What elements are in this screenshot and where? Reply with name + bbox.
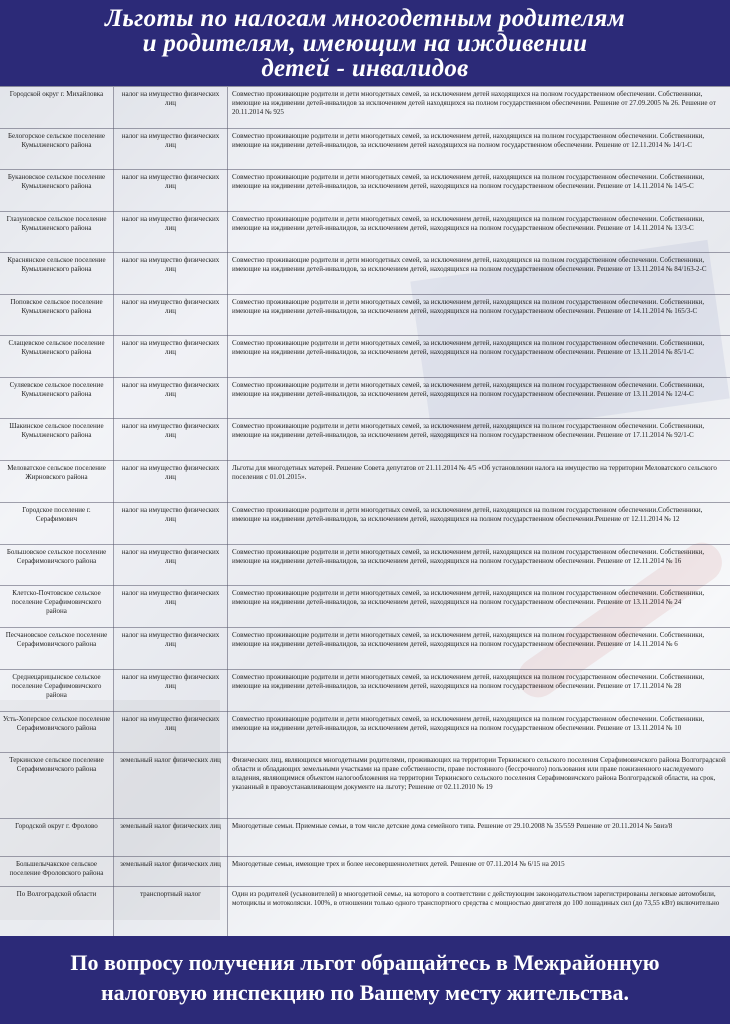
- area-cell: Краснянское сельское поселение Кумылженского района: [0, 253, 114, 295]
- description-cell: Один из родителей (усыновителей) в многодетной семье, на которого в соответствии с действующим законодательством зарегистрированы легковые автомобили, мотоциклы и мотоколяски. 100%, в отношении только одного транспортного средства с мощностью двигателя до 100 лошадиных сил (до 73,55 кВт) включительно: [228, 887, 730, 939]
- header-title-line-2: и родителям, имеющим на иждивении: [142, 30, 588, 57]
- table-row: [0, 418, 730, 461]
- tax-type-cell: земельный налог физических лиц: [114, 857, 228, 887]
- area-cell: Большелычакское сельское поселение Фроловского района: [0, 857, 114, 887]
- description-cell: Совместно проживающие родители и дети многодетных семей, за исключением детей, находящихся на полном государственном обеспечении. Собственники, имеющие на иждивении детей-инвалидов, за исключением детей, находящихся на полном государственном обеспечении. Решение от 12.11.2014 № 16: [228, 545, 730, 586]
- description-cell: Совместно проживающие родители и дети многодетных семей, за исключением детей, находящихся на полном государственном обеспечении. Собственники, имеющие на иждивении детей-инвалидов, за исключением детей, находящихся на полном государственном обеспечении. Решение от 17.11.2014 № 92/1-С: [228, 419, 730, 461]
- description-cell: Совместно проживающие родители и дети многодетных семей, за исключением детей, находящихся на полном государственном обеспечении. Собственники, имеющие на иждивении детей-инвалидов, за исключением детей, находящихся на полном государственном обеспечении. Решение от 14.11.2014 № 165/3-С: [228, 295, 730, 336]
- tax-type-cell: налог на имущество физических лиц: [114, 378, 228, 419]
- description-cell: Совместно проживающие родители и дети многодетных семей, за исключением детей, находящихся на полном государственном обеспечении. Собственники, имеющие на иждивении детей-инвалидов, за исключением детей, находящихся на полном государственном обеспечении. Решение от 14.11.2014 № 13/3-С: [228, 212, 730, 253]
- area-cell: Букановское сельское поселение Кумылженского района: [0, 170, 114, 212]
- area-cell: Суляевское сельское поселение Кумылженского района: [0, 378, 114, 419]
- tax-type-cell: земельный налог физических лиц: [114, 753, 228, 819]
- table-row: [0, 128, 730, 170]
- tax-type-cell: транспортный налог: [114, 887, 228, 939]
- tax-type-cell: налог на имущество физических лиц: [114, 461, 228, 503]
- table-row: [0, 502, 730, 545]
- area-cell: Шакинское сельское поселение Кумылженского района: [0, 419, 114, 461]
- area-cell: Песчановское сельское поселение Серафимовичского района: [0, 628, 114, 670]
- table-row: [0, 585, 730, 628]
- area-cell: По Волгоградской области: [0, 887, 114, 939]
- table-row: [0, 335, 730, 378]
- area-cell: Городской округ г. Фролово: [0, 819, 114, 857]
- description-cell: Совместно проживающие родители и дети многодетных семей, за исключением детей, находящихся на полном государственном обеспечении. Собственники, имеющие на иждивении детей-инвалидов, за исключением детей, находящихся на полном государственном обеспечении. Решение от 13.11.2014 № 24: [228, 586, 730, 628]
- description-cell: Совместно проживающие родители и дети многодетных семей, за исключением детей, находящихся на полном государственном обеспечении. Собственники, имеющие на иждивении детей-инвалидов, за исключением детей, находящихся на полном государственном обеспечении. Решение от 13.11.2014 № 10: [228, 712, 730, 753]
- header-title-line-1: Льготы по налогам многодетным родителям: [104, 5, 626, 32]
- area-cell: Глазуновское сельское поселение Кумылженского района: [0, 212, 114, 253]
- tax-type-cell: налог на имущество физических лиц: [114, 336, 228, 378]
- description-cell: Льготы для многодетных матерей. Решение Совета депутатов от 21.11.2014 № 4/5 «Об установлении налога на имущество на территории Меловатского сельского поселения с 01.01.2015».: [228, 461, 730, 503]
- table-row: [0, 752, 730, 819]
- table-row: [0, 544, 730, 586]
- area-cell: Большовское сельское поселение Серафимовичского района: [0, 545, 114, 586]
- description-cell: Совместно проживающие родители и дети многодетных семей, за исключением детей, находящихся на полном государственном обеспечении. Собственники, имеющие на иждивении детей-инвалидов, за исключением детей, находящихся на полном государственном обеспечении. Решение от 13.11.2014 № 12/4-С: [228, 378, 730, 419]
- table-row: [0, 460, 730, 503]
- description-cell: Совместно проживающие родители и дети многодетных семей, за исключением детей, находящихся на полном государственном обеспечении. Собственники, имеющие на иждивении детей-инвалидов, за исключением детей находящихся на полном государственном обеспечении. Решение от 12.11.2014 № 14/1-С: [228, 129, 730, 170]
- tax-type-cell: налог на имущество физических лиц: [114, 545, 228, 586]
- description-cell: Совместно проживающие родители и дети многодетных семей, за исключением детей, находящихся на полном государственном обеспечении. Собственники, имеющие на иждивении детей-инвалидов, за исключением детей, находящихся на полном государственном обеспечении. Решение от 13.11.2014 № 84/163-2-С: [228, 253, 730, 295]
- header-title-line-3: детей - инвалидов: [261, 55, 469, 82]
- table-row: [0, 886, 730, 939]
- description-cell: Совместно проживающие родители и дети многодетных семей, за исключением детей, находящихся на полном государственном обеспечении. Собственники, имеющие на иждивении детей-инвалидов, за исключением детей, находящихся на полном государственном обеспечении. Решение от 13.11.2014 № 85/1-С: [228, 336, 730, 378]
- tax-type-cell: налог на имущество физических лиц: [114, 586, 228, 628]
- tax-type-cell: налог на имущество физических лиц: [114, 253, 228, 295]
- tax-type-cell: налог на имущество физических лиц: [114, 670, 228, 712]
- table-row: [0, 377, 730, 419]
- description-cell: Многодетные семьи. Приемные семьи, в том числе детские дома семейного типа. Решение от 29.10.2008 № 35/559 Решение от 20.11.2014 № 5виз/8: [228, 819, 730, 857]
- tax-type-cell: налог на имущество физических лиц: [114, 129, 228, 170]
- area-cell: Городское поселение г. Серафимович: [0, 503, 114, 545]
- tax-type-cell: налог на имущество физических лиц: [114, 419, 228, 461]
- table-row: [0, 294, 730, 336]
- area-cell: Городской округ г. Михайловка: [0, 87, 114, 129]
- tax-type-cell: налог на имущество физических лиц: [114, 170, 228, 212]
- table-row: [0, 211, 730, 253]
- table-row: [0, 669, 730, 712]
- tax-type-cell: налог на имущество физических лиц: [114, 628, 228, 670]
- tax-type-cell: налог на имущество физических лиц: [114, 212, 228, 253]
- area-cell: Белогорское сельское поселение Кумылженского района: [0, 129, 114, 170]
- table-row: [0, 86, 730, 129]
- footer-line-1: По вопросу получения льгот обращайтесь в Межрайонную: [70, 950, 660, 975]
- poster-header: [0, 0, 730, 86]
- table-row: [0, 818, 730, 857]
- table-row: [0, 856, 730, 887]
- tax-type-cell: налог на имущество физических лиц: [114, 712, 228, 753]
- tax-type-cell: земельный налог физических лиц: [114, 819, 228, 857]
- description-cell: Совместно проживающие родители и дети многодетных семей, за исключением детей находящихся на полном государственном обеспечении. Собственники, имеющие на иждивении детей-инвалидов за исключением детей находящихся на полном государственном обеспечении. Решение от 27.09.2005 № 26. Решение от 20.11.2014 № 925: [228, 87, 730, 129]
- description-cell: Многодетные семьи, имеющие трех и более несовершеннолетних детей. Решение от 07.11.2014 № 6/15 на 2015: [228, 857, 730, 887]
- area-cell: Поповское сельское поселение Кумылженского района: [0, 295, 114, 336]
- table-row: [0, 169, 730, 212]
- poster-footer: [0, 936, 730, 1024]
- description-cell: Совместно проживающие родители и дети многодетных семей, за исключением детей, находящихся на полном государственном обеспечении.Собственники, имеющие на иждивении детей-инвалидов, за исключением детей, находящихся на полном государственном обеспечении.Решение от 12.11.2014 № 12: [228, 503, 730, 545]
- table-row: [0, 711, 730, 753]
- description-cell: Совместно проживающие родители и дети многодетных семей, за исключением детей, находящихся на полном государственном обеспечении. Собственники, имеющие на иждивении детей-инвалидов, за исключением детей, находящихся на полном государственном обеспечении. Решение от 17.11.2014 № 28: [228, 670, 730, 712]
- area-cell: Усть-Хоперское сельское поселение Серафимовичского района: [0, 712, 114, 753]
- table-row: [0, 627, 730, 670]
- area-cell: Меловатское сельское поселение Жирновского района: [0, 461, 114, 503]
- area-cell: Среднецарицынское сельское поселение Серафимовичского района: [0, 670, 114, 712]
- area-cell: Клетско-Почтовское сельское поселение Серафимовичского района: [0, 586, 114, 628]
- tax-type-cell: налог на имущество физических лиц: [114, 295, 228, 336]
- area-cell: Теркинское сельское поселение Серафимовичского района: [0, 753, 114, 819]
- description-cell: Совместно проживающие родители и дети многодетных семей, за исключением детей, находящихся на полном государственном обеспечении. Собственники, имеющие на иждивении детей-инвалидов, за исключением детей, находящихся на полном государственном обеспечении. Решение от 14.11.2014 № 6: [228, 628, 730, 670]
- description-cell: Совместно проживающие родители и дети многодетных семей, за исключением детей, находящихся на полном государственном обеспечении. Собственники, имеющие на иждивении детей-инвалидов, за исключением детей, находящихся на полном государственном обеспечении. Решение от 14.11.2014 № 14/5-С: [228, 170, 730, 212]
- tax-type-cell: налог на имущество физических лиц: [114, 87, 228, 129]
- description-cell: Физических лиц, являющихся многодетными родителями, проживающих на территории Теркинского сельского поселения Серафимовичского района Волгоградской области и обладающих земельными участками на праве собственности, праве постоянного (бессрочного) пользования или праве пожизненного наследуемого владения, являющимися объектом налогообложения на территории Теркинского сельского поселения Серафимовичского района Волгоградской области, на срок, указанный в правоустанавливающем документе на льготу; Решение от 02.11.2010 № 19: [228, 753, 730, 819]
- footer-line-2: налоговую инспекцию по Вашему месту жительства.: [100, 980, 630, 1005]
- area-cell: Слащевское сельское поселение Кумылженского района: [0, 336, 114, 378]
- tax-type-cell: налог на имущество физических лиц: [114, 503, 228, 545]
- table-row: [0, 252, 730, 295]
